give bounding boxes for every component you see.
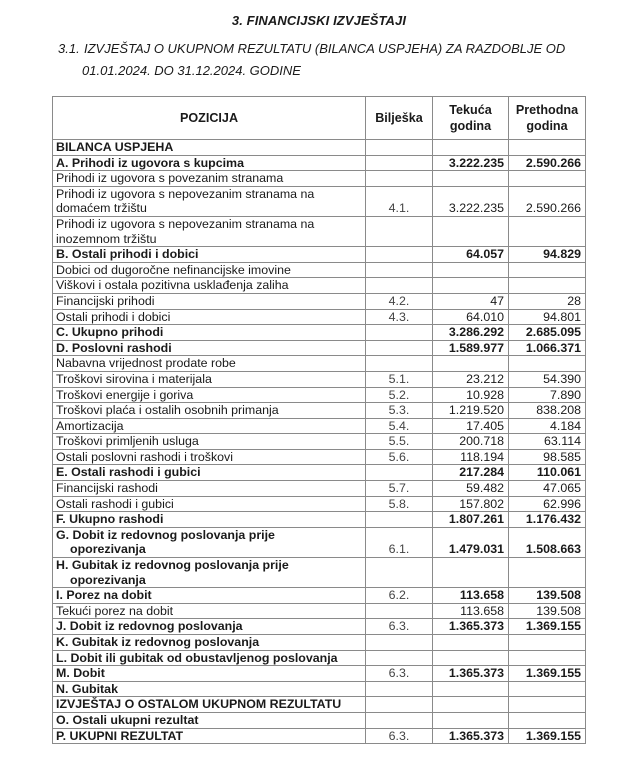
table-row <box>53 278 586 294</box>
previous-year-cell <box>509 216 586 246</box>
row-label-cell <box>53 309 366 325</box>
row-label: Troškovi energije i goriva <box>56 387 194 402</box>
current-year-cell: 1.219.520 <box>433 403 509 419</box>
row-label: Troškovi primljenih usluga <box>56 434 199 449</box>
row-label: Nabavna vrijednost prodate robe <box>56 356 236 371</box>
current-year-cell <box>433 262 509 278</box>
row-label-cell <box>53 216 366 246</box>
current-year-cell: 1.589.977 <box>433 340 509 356</box>
row-label-cell <box>53 356 366 372</box>
current-year-cell: 3.222.235 <box>433 186 509 216</box>
previous-year-cell: 1.508.663 <box>509 527 586 557</box>
table-row <box>53 650 586 666</box>
note-cell: 5.6. <box>366 449 433 465</box>
current-year-cell <box>433 278 509 294</box>
row-label: K. Gubitak iz redovnog poslovanja <box>56 635 260 649</box>
note-cell: 6.1. <box>366 527 433 557</box>
note-cell <box>366 356 433 372</box>
report-subtitle <box>58 38 618 82</box>
column-header-biljeska: Bilješka <box>366 97 433 140</box>
header-text: Tekuća <box>449 103 492 117</box>
previous-year-cell: 2.590.266 <box>509 155 586 171</box>
table-row <box>53 666 586 682</box>
current-year-cell: 23.212 <box>433 371 509 387</box>
note-cell: 5.4. <box>366 418 433 434</box>
table-row <box>53 155 586 171</box>
note-cell <box>366 635 433 651</box>
row-label-cell <box>53 186 366 216</box>
current-year-cell: 17.405 <box>433 418 509 434</box>
table-row <box>53 356 586 372</box>
note-cell <box>366 247 433 263</box>
table-row <box>53 186 586 216</box>
row-label-continuation: inozemnom tržištu <box>56 231 157 246</box>
subtitle-line-2: 01.01.2024. DO 31.12.2024. GODINE <box>82 63 301 78</box>
row-label-cell <box>53 496 366 512</box>
note-cell <box>366 712 433 728</box>
note-cell <box>366 278 433 294</box>
row-label-cell <box>53 697 366 713</box>
row-label-cell <box>53 278 366 294</box>
note-cell: 5.3. <box>366 403 433 419</box>
row-label-cell <box>53 465 366 481</box>
row-label: IZVJEŠTAJ O OSTALOM UKUPNOM REZULTATU <box>56 697 342 712</box>
note-cell: 6.3. <box>366 666 433 682</box>
note-cell <box>366 465 433 481</box>
table-row <box>53 247 586 263</box>
previous-year-cell <box>509 681 586 697</box>
row-label: I. Porez na dobit <box>56 588 152 603</box>
note-cell: 4.3. <box>366 309 433 325</box>
note-cell: 6.3. <box>366 619 433 635</box>
table-row <box>53 434 586 450</box>
previous-year-cell <box>509 171 586 187</box>
previous-year-cell: 1.176.432 <box>509 512 586 528</box>
row-label: Amortizacija <box>56 418 124 433</box>
row-label-continuation: domaćem tržištu <box>56 201 147 216</box>
row-label-cell <box>53 512 366 528</box>
subtitle-line-1: IZVJEŠTAJ O UKUPNOM REZULTATU (BILANCA USPJEHA) ZA RAZDOBLJE OD <box>84 41 566 56</box>
current-year-cell: 217.284 <box>433 465 509 481</box>
current-year-cell <box>433 681 509 697</box>
previous-year-cell <box>509 356 586 372</box>
current-year-cell: 47 <box>433 293 509 309</box>
previous-year-cell: 98.585 <box>509 449 586 465</box>
column-header-pozicija: POZICIJA <box>53 97 366 140</box>
row-label-cell <box>53 527 366 557</box>
row-label-cell <box>53 558 366 588</box>
row-label-cell <box>53 603 366 619</box>
row-label-continuation: oporezivanja <box>70 542 146 557</box>
previous-year-cell: 2.590.266 <box>509 186 586 216</box>
note-cell: 5.7. <box>366 481 433 497</box>
table-row <box>53 728 586 744</box>
note-cell <box>366 681 433 697</box>
current-year-cell <box>433 558 509 588</box>
note-cell: 5.2. <box>366 387 433 403</box>
row-label-cell <box>53 403 366 419</box>
previous-year-cell: 838.208 <box>509 403 586 419</box>
table-row <box>53 387 586 403</box>
row-label-cell <box>53 371 366 387</box>
previous-year-cell: 7.890 <box>509 387 586 403</box>
row-label-cell <box>53 262 366 278</box>
row-label-cell <box>53 325 366 341</box>
previous-year-cell <box>509 697 586 713</box>
previous-year-cell: 54.390 <box>509 371 586 387</box>
note-cell <box>366 340 433 356</box>
row-label: P. UKUPNI REZULTAT <box>56 728 184 743</box>
table-row <box>53 712 586 728</box>
current-year-cell <box>433 635 509 651</box>
table-row <box>53 418 586 434</box>
current-year-cell: 1.807.261 <box>433 512 509 528</box>
current-year-cell: 113.658 <box>433 588 509 604</box>
row-label: Financijski prihodi <box>56 293 155 308</box>
row-label-cell <box>53 650 366 666</box>
row-label-continuation: oporezivanja <box>70 572 146 587</box>
header-text: godina <box>449 119 492 133</box>
previous-year-cell: 2.685.095 <box>509 325 586 341</box>
table-row <box>53 325 586 341</box>
previous-year-cell: 63.114 <box>509 434 586 450</box>
document-title: 3. FINANCIJSKI IZVJEŠTAJI <box>231 13 407 28</box>
current-year-cell: 10.928 <box>433 387 509 403</box>
row-label-cell <box>53 434 366 450</box>
current-year-cell <box>433 171 509 187</box>
note-cell: 5.1. <box>366 371 433 387</box>
current-year-cell <box>433 356 509 372</box>
row-label: E. Ostali rashodi i gubici <box>56 465 201 480</box>
note-cell: 4.1. <box>366 186 433 216</box>
row-label: BILANCA USPJEHA <box>56 140 174 154</box>
note-cell <box>366 512 433 528</box>
table-row <box>53 635 586 651</box>
current-year-cell: 200.718 <box>433 434 509 450</box>
previous-year-cell: 47.065 <box>509 481 586 497</box>
previous-year-cell: 1.369.155 <box>509 666 586 682</box>
table-row <box>53 309 586 325</box>
header-text: godina <box>526 119 568 133</box>
row-label: B. Ostali prihodi i dobici <box>56 247 199 262</box>
current-year-cell: 1.479.031 <box>433 527 509 557</box>
table-row <box>53 449 586 465</box>
row-label: Viškovi i ostala pozitivna usklađenja zaliha <box>56 278 289 293</box>
row-label: Ostali rashodi i gubici <box>56 496 174 511</box>
current-year-cell <box>433 140 509 156</box>
row-label-cell <box>53 171 366 187</box>
note-cell: 5.8. <box>366 496 433 512</box>
note-cell: 6.2. <box>366 588 433 604</box>
row-label: D. Poslovni rashodi <box>56 340 172 355</box>
row-label-cell <box>53 387 366 403</box>
row-label: L. Dobit ili gubitak od obustavljenog poslovanja <box>56 650 338 665</box>
table-row <box>53 697 586 713</box>
previous-year-cell: 1.369.155 <box>509 619 586 635</box>
row-label: M. Dobit <box>56 666 105 681</box>
income-statement-table <box>52 96 586 744</box>
current-year-cell: 1.365.373 <box>433 728 509 744</box>
table-row <box>53 371 586 387</box>
row-label-cell <box>53 588 366 604</box>
row-label-cell <box>53 418 366 434</box>
table-row <box>53 293 586 309</box>
row-label-cell <box>53 619 366 635</box>
note-cell <box>366 325 433 341</box>
table-row <box>53 140 586 156</box>
table-row <box>53 512 586 528</box>
table-row <box>53 527 586 557</box>
row-label: Ostali prihodi i dobici <box>56 309 171 324</box>
previous-year-cell <box>509 650 586 666</box>
table-row <box>53 340 586 356</box>
note-cell: 4.2. <box>366 293 433 309</box>
note-cell <box>366 603 433 619</box>
row-label: Financijski rashodi <box>56 481 158 496</box>
column-header-tekuca-godina <box>433 97 509 140</box>
previous-year-cell: 28 <box>509 293 586 309</box>
note-cell: 5.5. <box>366 434 433 450</box>
table-row <box>53 481 586 497</box>
previous-year-cell <box>509 262 586 278</box>
current-year-cell <box>433 650 509 666</box>
row-label-cell <box>53 635 366 651</box>
table-row <box>53 262 586 278</box>
row-label-cell <box>53 666 366 682</box>
current-year-cell: 64.057 <box>433 247 509 263</box>
previous-year-cell <box>509 635 586 651</box>
previous-year-cell <box>509 712 586 728</box>
previous-year-cell: 94.801 <box>509 309 586 325</box>
note-cell <box>366 155 433 171</box>
table-header-row <box>53 97 586 140</box>
table-row <box>53 496 586 512</box>
row-label-cell <box>53 481 366 497</box>
row-label: N. Gubitak <box>56 681 118 696</box>
table-row <box>53 171 586 187</box>
note-cell <box>366 262 433 278</box>
table-row <box>53 403 586 419</box>
current-year-cell: 3.286.292 <box>433 325 509 341</box>
row-label: Troškovi plaća i ostalih osobnih primanja <box>56 403 279 418</box>
note-cell <box>366 216 433 246</box>
current-year-cell <box>433 697 509 713</box>
row-label-cell <box>53 712 366 728</box>
note-cell <box>366 140 433 156</box>
table-row <box>53 588 586 604</box>
current-year-cell: 118.194 <box>433 449 509 465</box>
row-label: J. Dobit iz redovnog poslovanja <box>56 619 243 634</box>
row-label-cell <box>53 247 366 263</box>
row-label: F. Ukupno rashodi <box>56 512 164 527</box>
row-label: Prihodi iz ugovora s nepovezanim stranama na <box>56 186 315 201</box>
row-label-cell <box>53 449 366 465</box>
previous-year-cell <box>509 278 586 294</box>
note-cell <box>366 171 433 187</box>
previous-year-cell: 1.066.371 <box>509 340 586 356</box>
table-row <box>53 216 586 246</box>
row-label: A. Prihodi iz ugovora s kupcima <box>56 155 244 170</box>
row-label-cell <box>53 155 366 171</box>
row-label: Prihodi iz ugovora s nepovezanim stranama na <box>56 216 315 231</box>
note-cell <box>366 650 433 666</box>
current-year-cell: 64.010 <box>433 309 509 325</box>
row-label: O. Ostali ukupni rezultat <box>56 712 199 727</box>
row-label: Ostali poslovni rashodi i troškovi <box>56 449 233 464</box>
row-label: Troškovi sirovina i materijala <box>56 371 212 386</box>
table-row <box>53 603 586 619</box>
previous-year-cell: 139.508 <box>509 588 586 604</box>
previous-year-cell: 94.829 <box>509 247 586 263</box>
row-label: Prihodi iz ugovora s povezanim stranama <box>56 171 284 186</box>
previous-year-cell: 62.996 <box>509 496 586 512</box>
table-row <box>53 558 586 588</box>
column-header-prethodna-godina <box>509 97 586 140</box>
row-label: C. Ukupno prihodi <box>56 325 164 340</box>
current-year-cell <box>433 216 509 246</box>
header-text: Prethodna <box>515 103 579 117</box>
row-label-cell <box>53 681 366 697</box>
current-year-cell: 1.365.373 <box>433 666 509 682</box>
row-label: Tekući porez na dobit <box>56 603 174 618</box>
note-cell <box>366 697 433 713</box>
table-row <box>53 619 586 635</box>
note-cell: 6.3. <box>366 728 433 744</box>
current-year-cell: 59.482 <box>433 481 509 497</box>
previous-year-cell <box>509 140 586 156</box>
row-label-cell <box>53 293 366 309</box>
previous-year-cell: 1.369.155 <box>509 728 586 744</box>
current-year-cell: 1.365.373 <box>433 619 509 635</box>
current-year-cell: 157.802 <box>433 496 509 512</box>
row-label-cell <box>53 340 366 356</box>
previous-year-cell <box>509 558 586 588</box>
row-label-cell <box>53 140 366 156</box>
note-cell <box>366 558 433 588</box>
row-label: Dobici od dugoročne nefinancijske imovine <box>56 262 291 277</box>
row-label: G. Dobit iz redovnog poslovanja prije <box>56 527 275 542</box>
current-year-cell <box>433 712 509 728</box>
current-year-cell: 3.222.235 <box>433 155 509 171</box>
current-year-cell: 113.658 <box>433 603 509 619</box>
previous-year-cell: 139.508 <box>509 603 586 619</box>
row-label: H. Gubitak iz redovnog poslovanja prije <box>56 558 289 573</box>
table-row <box>53 681 586 697</box>
table-row <box>53 465 586 481</box>
previous-year-cell: 110.061 <box>509 465 586 481</box>
subtitle-number: 3.1. <box>58 41 80 56</box>
row-label-cell <box>53 728 366 744</box>
previous-year-cell: 4.184 <box>509 418 586 434</box>
